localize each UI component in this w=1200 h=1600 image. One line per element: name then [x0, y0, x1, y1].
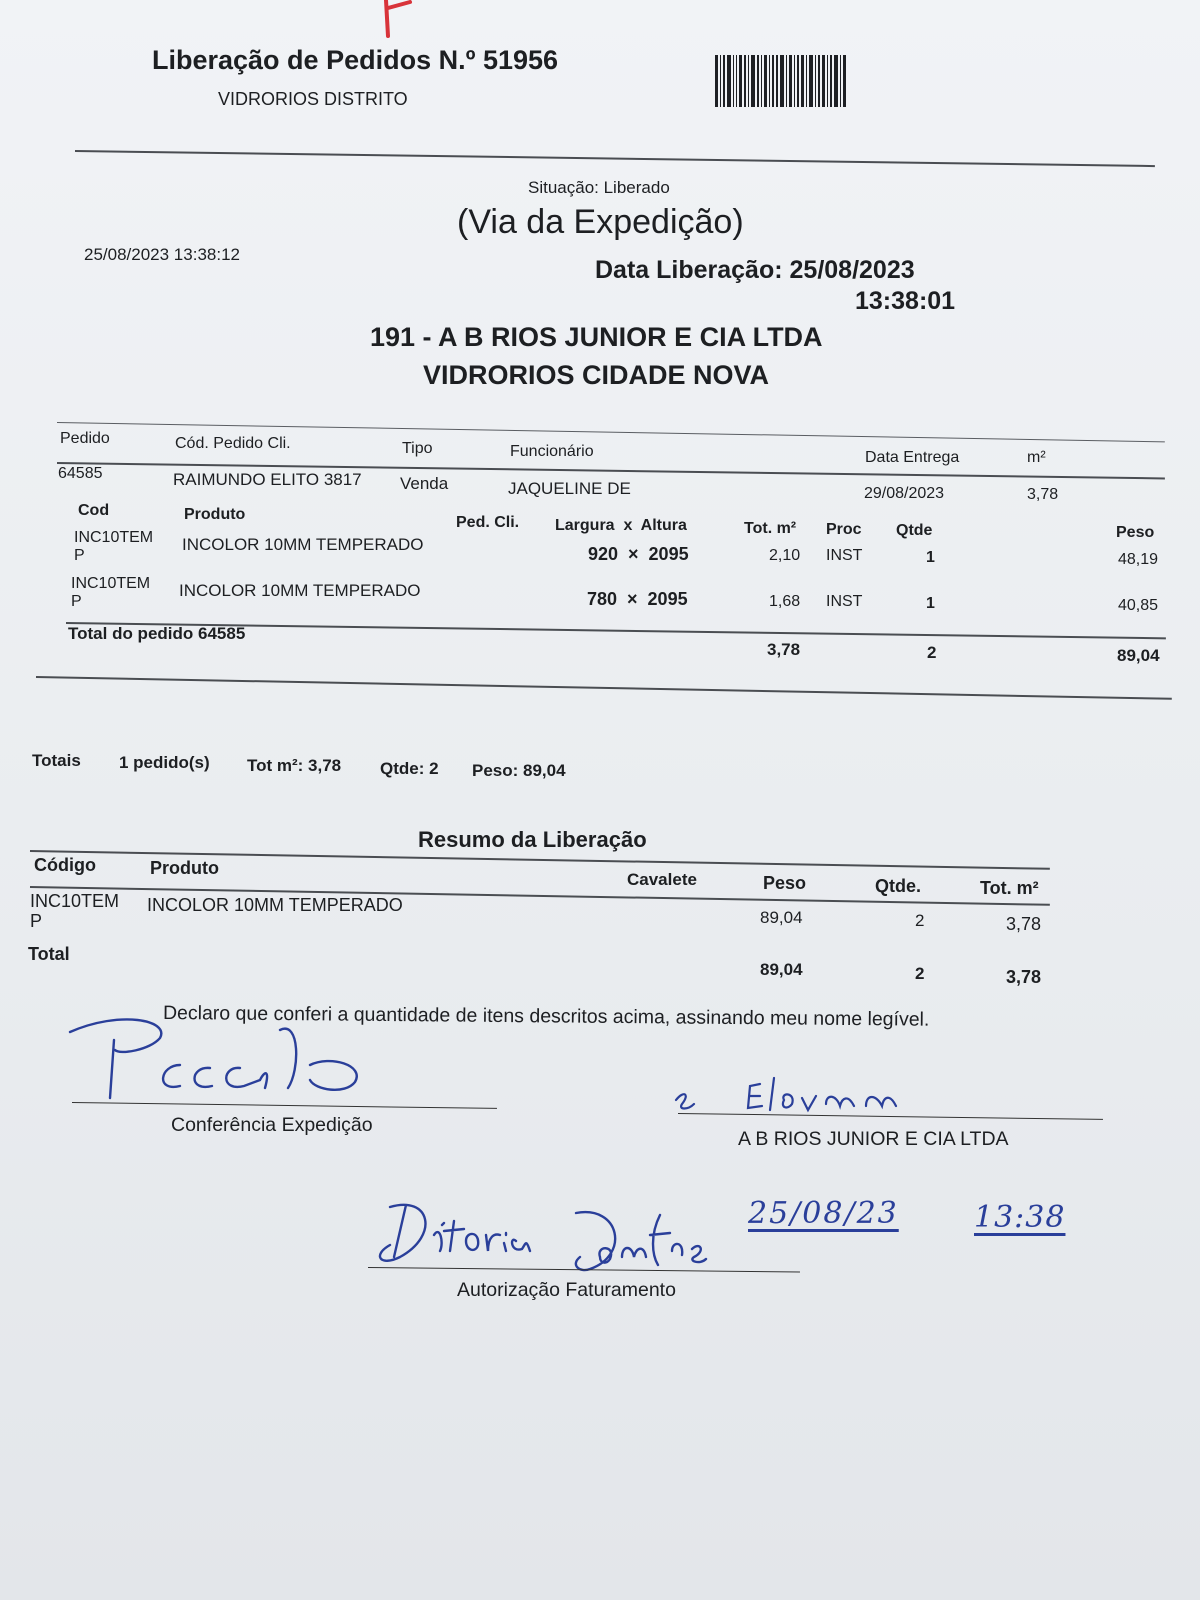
order-total-qtde: 2 [927, 643, 937, 662]
order-pedido: 64585 [58, 465, 103, 482]
order-cod-pedido-cli: RAIMUNDO ELITO 3817 [173, 470, 362, 489]
company-name: VIDRORIOS DISTRITO [218, 89, 408, 109]
handwritten-date: 25/08/23 [748, 1196, 899, 1231]
order-tipo: Venda [400, 474, 449, 493]
item-tot-m2: 1,68 [769, 593, 801, 610]
barcode-bar [757, 55, 759, 107]
summary-total-qtde: 2 [915, 964, 925, 983]
barcode-bar [797, 55, 799, 107]
order-total-peso: 89,04 [1117, 646, 1160, 665]
item-proc: INST [826, 547, 863, 564]
col-m2: m² [1027, 449, 1046, 466]
barcode-bar [772, 55, 774, 107]
item-produto: INCOLOR 10MM TEMPERADO [182, 535, 424, 554]
barcode-bar [830, 55, 832, 107]
col-pedido: Pedido [60, 430, 110, 447]
red-stamp-mark [380, 0, 420, 40]
item-dims: 780 × 2095 [587, 589, 688, 609]
signature-autorizacao [370, 1195, 750, 1290]
col-qtde: Qtde [896, 522, 933, 539]
barcode-bar [822, 55, 825, 107]
summary-total-m2: 3,78 [1006, 967, 1042, 987]
col-tot-m2: Tot. m² [744, 520, 797, 537]
barcode-bar [801, 55, 804, 107]
col-data-entrega: Data Entrega [865, 449, 960, 466]
via-title: (Via da Expedição) [457, 203, 744, 241]
signature-label-conferencia: Conferência Expedição [171, 1114, 373, 1136]
status-text: Situação: Liberado [528, 178, 670, 197]
item-cod: INC10TEM P [74, 529, 154, 564]
totals-qtde: Qtde: 2 [380, 759, 439, 778]
summary-col-produto: Produto [150, 858, 219, 878]
item-qtde: 1 [926, 595, 935, 612]
item-proc: INST [826, 593, 863, 610]
barcode-bar [739, 55, 742, 107]
barcode-bar [786, 55, 787, 107]
signature-conferencia [60, 1010, 380, 1100]
barcode-bar [736, 55, 737, 107]
declaration-text: Declaro que conferi a quantidade de itens descritos acima, assinando meu nome legível. [162, 1002, 930, 1031]
item-qtde: 1 [926, 549, 935, 566]
col-largura-altura: Largura x Altura [555, 517, 687, 534]
barcode-bar [715, 55, 718, 107]
summary-title: Resumo da Liberação [418, 827, 647, 852]
barcode-bar [776, 55, 778, 107]
col-proc: Proc [826, 521, 862, 538]
order-total-m2: 3,78 [767, 640, 801, 659]
signature-line [72, 1102, 497, 1109]
page-title: Liberação de Pedidos N.º 51956 [152, 45, 559, 75]
summary-codigo: INC10TEM P [30, 891, 120, 931]
barcode-bar [840, 55, 841, 107]
summary-total-label: Total [28, 944, 70, 964]
totals-pedidos: 1 pedido(s) [119, 753, 210, 772]
barcode-bar [806, 55, 807, 107]
signature-label-autorizacao: Autorização Faturamento [457, 1279, 676, 1301]
summary-peso: 89,04 [760, 908, 803, 927]
summary-col-codigo: Código [34, 855, 96, 875]
barcode-bar [748, 55, 749, 107]
col-peso: Peso [1116, 524, 1155, 541]
release-date: Data Liberação: 25/08/2023 [595, 256, 915, 284]
summary-col-cavalete: Cavalete [627, 870, 697, 889]
barcode-bar [727, 55, 731, 107]
summary-col-peso: Peso [763, 873, 807, 893]
summary-produto: INCOLOR 10MM TEMPERADO [147, 895, 403, 915]
summary-total-peso: 89,04 [760, 960, 803, 979]
barcode-bar [761, 55, 762, 107]
barcode-bar [751, 55, 755, 107]
order-bottom-line [36, 676, 1172, 700]
summary-qtde: 2 [915, 911, 925, 930]
barcode-bar [769, 55, 770, 107]
handwritten-time: 13:38 [974, 1200, 1066, 1235]
item-cod: INC10TEM P [71, 575, 151, 610]
barcode-bar [723, 55, 725, 107]
barcode-bar [744, 55, 746, 107]
barcode-bar [720, 55, 721, 107]
barcode-bar [843, 55, 846, 107]
barcode [715, 55, 905, 107]
barcode-bar [780, 55, 784, 107]
order-total-label: Total do pedido 64585 [68, 624, 246, 643]
barcode-bar [818, 55, 820, 107]
branch-name: VIDRORIOS CIDADE NOVA [423, 360, 770, 390]
signature-label-client: A B RIOS JUNIOR E CIA LTDA [738, 1128, 1009, 1150]
barcode-bar [834, 55, 838, 107]
col-funcionario: Funcionário [510, 443, 594, 460]
header-divider [75, 150, 1155, 167]
barcode-bar [809, 55, 813, 107]
order-funcionario: JAQUELINE DE [508, 479, 631, 498]
summary-col-tot-m2: Tot. m² [980, 878, 1039, 898]
totals-peso: Peso: 89,04 [472, 761, 566, 780]
release-time: 13:38:01 [855, 287, 956, 315]
client-name: 191 - A B RIOS JUNIOR E CIA LTDA [370, 322, 823, 352]
item-peso: 48,19 [1118, 551, 1159, 568]
order-data-entrega: 29/08/2023 [864, 485, 945, 502]
item-tot-m2: 2,10 [769, 547, 801, 564]
col-produto: Produto [184, 506, 246, 523]
item-peso: 40,85 [1118, 597, 1159, 614]
totals-m2: Tot m²: 3,78 [247, 756, 342, 775]
order-m2: 3,78 [1027, 486, 1059, 503]
barcode-bar [827, 55, 828, 107]
barcode-bar [764, 55, 767, 107]
barcode-bar [794, 55, 795, 107]
col-ped-cli: Ped. Cli. [456, 514, 520, 531]
col-cod: Cod [78, 502, 110, 519]
summary-col-qtde: Qtde. [875, 876, 922, 896]
col-cod-pedido-cli: Cód. Pedido Cli. [175, 435, 291, 452]
item-produto: INCOLOR 10MM TEMPERADO [179, 581, 421, 600]
totals-label: Totais [32, 751, 81, 770]
summary-tot-m2: 3,78 [1006, 914, 1042, 934]
barcode-bar [815, 55, 816, 107]
printed-timestamp: 25/08/2023 13:38:12 [84, 245, 240, 264]
item-dims: 920 × 2095 [588, 544, 689, 564]
col-tipo: Tipo [402, 440, 433, 457]
barcode-bar [789, 55, 792, 107]
barcode-bar [733, 55, 734, 107]
